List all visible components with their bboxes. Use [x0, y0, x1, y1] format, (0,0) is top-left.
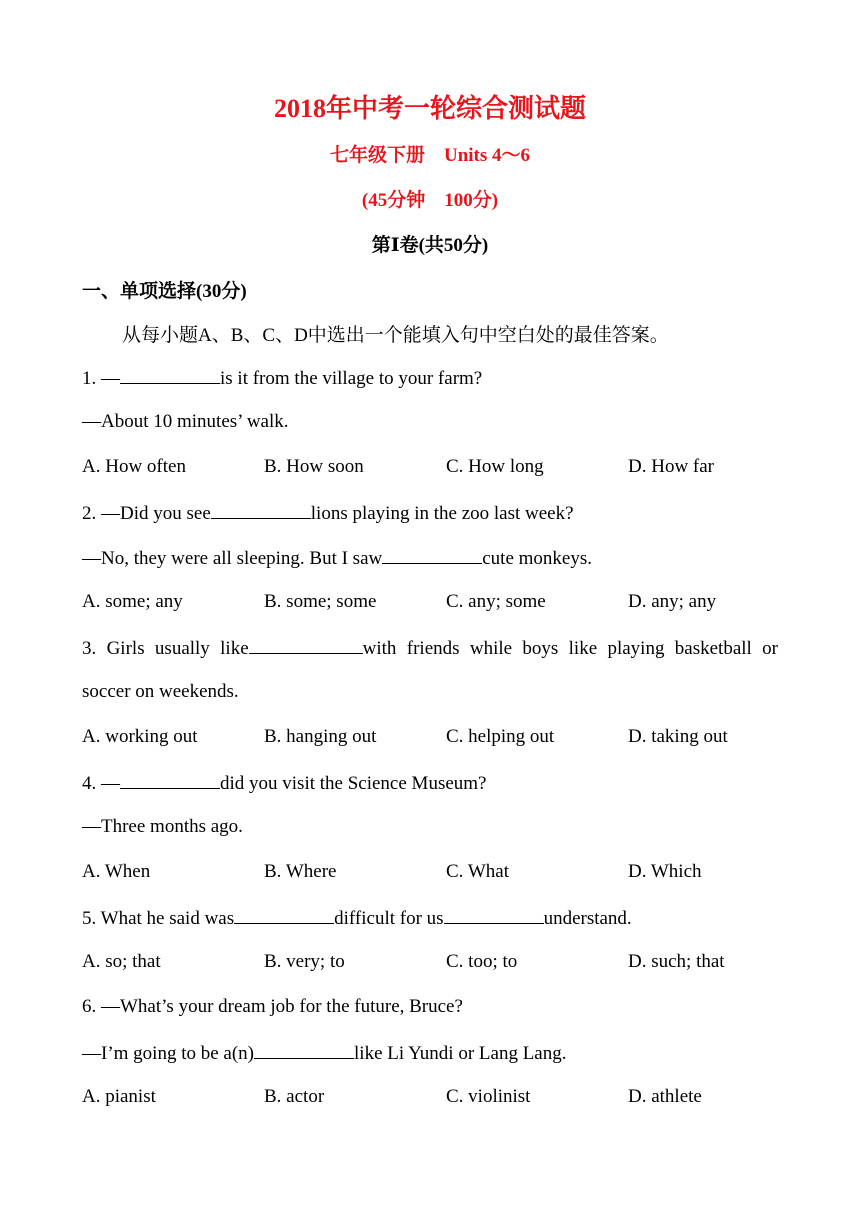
option-a: A. so; that: [82, 951, 161, 972]
answer-blank: [120, 366, 220, 384]
section-title: 一、单项选择(30分): [82, 281, 247, 302]
question-2: [82, 501, 574, 525]
answer-blank: [211, 501, 311, 519]
option-b: B. very; to: [264, 951, 345, 972]
option-d: D. athlete: [628, 1086, 702, 1107]
option-c: C. any; some: [446, 591, 546, 612]
question-6-reply: [82, 1041, 567, 1065]
question-text: 5. What he said was: [82, 908, 235, 929]
option-d: D. taking out: [628, 726, 728, 747]
reply-text: cute monkeys.: [482, 548, 592, 569]
reply-text: like Li Yundi or Lang Lang.: [354, 1043, 567, 1064]
answer-blank: [120, 771, 220, 789]
volume-heading: 第Ⅰ卷(共50分): [371, 235, 489, 256]
section-instruction: 从每小题A、B、C、D中选出一个能填入句中空白处的最佳答案。: [122, 325, 669, 346]
answer-blank: [382, 546, 482, 564]
option-a: A. working out: [82, 726, 198, 747]
question-4-options: [82, 861, 782, 885]
option-a: A. pianist: [82, 1086, 156, 1107]
exam-title: 2018年中考一轮综合测试题: [273, 94, 586, 123]
option-b: B. some; some: [264, 591, 377, 612]
question-text: 3. Girls usually like: [82, 638, 249, 659]
question-2-options: [82, 591, 782, 615]
answer-blank: [249, 636, 363, 654]
reply-text: —No, they were all sleeping. But I saw: [82, 548, 383, 569]
question-text: difficult for us: [334, 908, 444, 929]
option-a: A. When: [82, 861, 151, 882]
question-6-options: [82, 1086, 782, 1110]
option-b: B. actor: [264, 1086, 325, 1107]
option-c: C. What: [446, 861, 509, 882]
question-text: understand.: [543, 908, 632, 929]
question-1-reply: —About 10 minutes’ walk.: [82, 411, 289, 432]
option-c: C. How long: [446, 456, 544, 477]
question-text: is it from the village to your farm?: [220, 368, 483, 389]
option-b: B. How soon: [264, 456, 364, 477]
exam-time-score: (45分钟 100分): [361, 190, 499, 211]
question-4: [82, 771, 486, 795]
question-3: [82, 636, 778, 660]
option-a: A. How often: [82, 456, 186, 477]
question-1-options: [82, 456, 782, 480]
question-text: 1. —: [82, 368, 120, 389]
exam-subtitle: 七年级下册 Units 4～6: [329, 145, 531, 166]
question-4-reply: —Three months ago.: [82, 816, 243, 837]
answer-blank: [254, 1041, 354, 1059]
option-b: B. Where: [264, 861, 337, 882]
question-text: did you visit the Science Museum?: [220, 773, 487, 794]
question-6: 6. —What’s your dream job for the future, Bruce?: [82, 996, 463, 1017]
question-2-reply: [82, 546, 592, 570]
option-d: D. any; any: [628, 591, 717, 612]
option-c: C. violinist: [446, 1086, 531, 1107]
option-d: D. How far: [628, 456, 715, 477]
question-text: with friends while boys like playing basketball or: [362, 638, 778, 659]
option-a: A. some; any: [82, 591, 183, 612]
reply-text: —I’m going to be a(n): [82, 1043, 255, 1064]
question-3-continued: soccer on weekends.: [82, 681, 239, 702]
question-text: 2. —Did you see: [82, 503, 211, 524]
answer-blank: [444, 906, 544, 924]
option-c: C. helping out: [446, 726, 555, 747]
answer-blank: [234, 906, 334, 924]
question-5-options: [82, 951, 782, 975]
question-5: [82, 906, 632, 930]
question-3-options: [82, 726, 782, 750]
question-text: 4. —: [82, 773, 120, 794]
option-d: D. such; that: [628, 951, 725, 972]
question-text: lions playing in the zoo last week?: [310, 503, 574, 524]
option-d: D. Which: [628, 861, 702, 882]
option-b: B. hanging out: [264, 726, 377, 747]
question-1: [82, 366, 482, 390]
option-c: C. too; to: [446, 951, 518, 972]
